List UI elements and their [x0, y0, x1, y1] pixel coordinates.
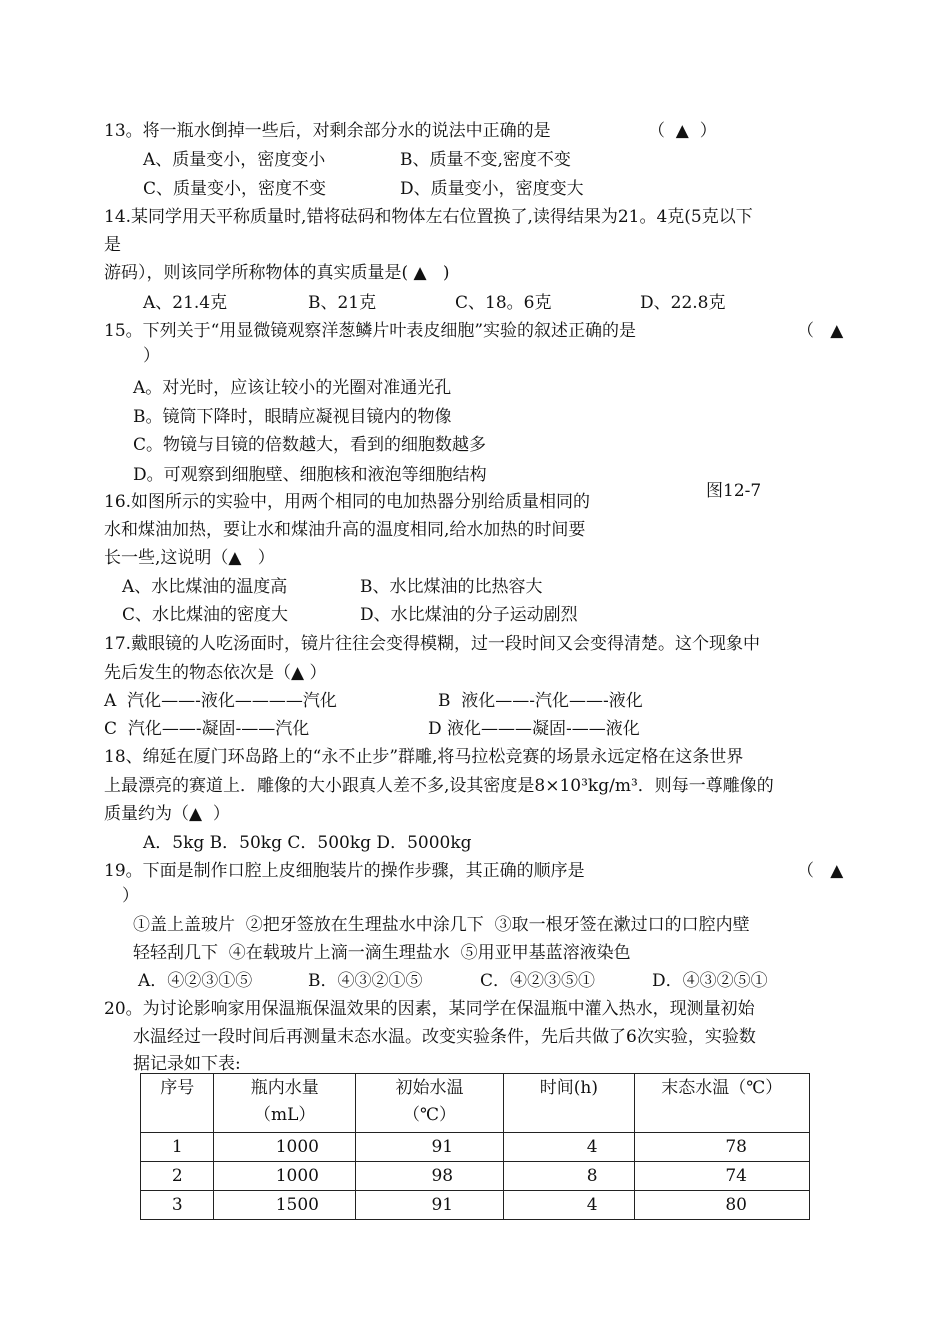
q19-option-c: C．④②③⑤① [480, 971, 596, 991]
table-cell: 1 [141, 1133, 214, 1162]
q17-option-a: A 汽化——-液化————汽化 [104, 691, 337, 711]
q17-line1: 17.戴眼镜的人吃汤面时，镜片往往会变得模糊，过一段时间又会变得清楚。这个现象中 [104, 634, 761, 654]
q19-option-b: B．④③②①⑤ [308, 971, 423, 991]
table-row [141, 1133, 810, 1162]
table-header-cell: 末态水温（℃） [634, 1074, 809, 1133]
table-cell: 2 [141, 1162, 214, 1191]
q13-option-b: B、质量不变,密度不变 [400, 150, 571, 170]
q13-option-c: C、质量变小，密度不变 [143, 179, 327, 199]
q16-option-c: C、水比煤油的密度大 [122, 605, 289, 625]
q18-line2: 上最漂亮的赛道上．雕像的大小跟真人差不多,设其密度是8×10³kg/m³．则每一尊雕像的 [104, 776, 774, 796]
q16-line2: 水和煤油加热，要让水和煤油升高的温度相同,给水加热的时间要 [104, 520, 586, 540]
q19-option-d: D．④③②⑤① [652, 971, 768, 991]
q15-option-d: D。可观察到细胞壁、细胞核和液泡等细胞结构 [133, 465, 487, 485]
table-header-cell: 初始水温 （℃） [355, 1074, 503, 1133]
q19-stem: 19。下面是制作口腔上皮细胞装片的操作步骤，其正确的顺序是 [104, 861, 585, 881]
q14-option-c: C、18。6克 [455, 293, 552, 313]
q16-option-a: A、水比煤油的温度高 [122, 577, 288, 597]
q16-line1: 16.如图所示的实验中，用两个相同的电加热器分别给质量相同的 [104, 492, 591, 512]
table-cell: 91 [355, 1133, 503, 1162]
table-cell: 1000 [214, 1133, 356, 1162]
q15-answer-mark-open: （ ▲ [797, 321, 844, 341]
q14-option-a: A、21.4克 [143, 293, 228, 313]
q15-stem: 15。下列关于“用显微镜观察洋葱鳞片叶表皮细胞”实验的叙述正确的是 [104, 321, 637, 341]
table-row [141, 1191, 810, 1220]
q16-line3: 长一些,这说明（▲ ） [104, 548, 275, 568]
q19-steps-line1: ①盖上盖玻片 ②把牙签放在生理盐水中涂几下 ③取一根牙签在漱过口的口腔内壁 [133, 915, 750, 935]
q17-option-c: C 汽化——-凝固-——汽化 [104, 719, 310, 739]
q13-answer-mark: （ ▲ ） [648, 121, 717, 141]
q16-option-b: B、水比煤油的比热容大 [360, 577, 543, 597]
q13-stem: 13。将一瓶水倒掉一些后，对剩余部分水的说法中正确的是 [104, 121, 551, 141]
figure-label: 图12-7 [706, 481, 762, 501]
q16-option-d: D、水比煤油的分子运动剧烈 [360, 605, 578, 625]
table-cell: 1500 [214, 1191, 356, 1220]
q15-option-c: C。物镜与目镜的倍数越大，看到的细胞数越多 [133, 435, 487, 455]
data-table [140, 1073, 810, 1220]
table-header-cell: 时间(h) [504, 1074, 634, 1133]
q14-line2: 是 [104, 235, 121, 255]
table-cell: 78 [634, 1133, 809, 1162]
q18-line1: 18、绵延在厦门环岛路上的“永不止步”群雕,将马拉松竞赛的场景永远定格在这条世界 [104, 747, 744, 767]
table-cell: 4 [504, 1133, 634, 1162]
q14-line3: 游码），则该同学所称物体的真实质量是( ▲ ) [104, 263, 450, 283]
q15-option-a: A。对光时，应该让较小的光圈对准通光孔 [133, 378, 452, 398]
table-cell: 4 [504, 1191, 634, 1220]
q19-option-a: A．④②③①⑤ [138, 971, 253, 991]
q14-option-d: D、22.8克 [640, 293, 726, 313]
q20-line2: 水温经过一段时间后再测量末态水温。改变实验条件，先后共做了6次实验，实验数 [133, 1027, 756, 1047]
table-cell: 1000 [214, 1162, 356, 1191]
table-header-row [141, 1074, 810, 1133]
q19-answer-mark-open: （ ▲ [797, 861, 844, 881]
table-cell: 3 [141, 1191, 214, 1220]
q20-line3: 据记录如下表: [133, 1054, 241, 1074]
q18-line3: 质量约为（▲ ） [104, 804, 230, 824]
table-cell: 80 [634, 1191, 809, 1220]
q19-steps-line2: 轻轻刮几下 ④在载玻片上滴一滴生理盐水 ⑤用亚甲基蓝溶液染色 [133, 943, 631, 963]
table-cell: 8 [504, 1162, 634, 1191]
table-row [141, 1162, 810, 1191]
q15-answer-mark-close: ） [143, 346, 160, 366]
q17-option-d: D 液化———凝固-——液化 [428, 719, 640, 739]
q17-line2: 先后发生的物态依次是（▲ ） [104, 663, 327, 683]
q15-option-b: B。镜筒下降时，眼睛应凝视目镜内的物像 [133, 407, 452, 427]
table-header-cell: 序号 [141, 1074, 214, 1133]
table-cell: 74 [634, 1162, 809, 1191]
q19-answer-mark-close: ） [122, 886, 139, 906]
q13-option-d: D、质量变小，密度变大 [400, 179, 584, 199]
table-cell: 91 [355, 1191, 503, 1220]
table-header-cell: 瓶内水量 （mL） [214, 1074, 356, 1133]
q14-option-b: B、21克 [308, 293, 377, 313]
q17-option-b: B 液化——-汽化——-液化 [438, 691, 643, 711]
q13-option-a: A、质量变小，密度变小 [143, 150, 326, 170]
q20-line1: 20。为讨论影响家用保温瓶保温效果的因素，某同学在保温瓶中灌入热水，现测量初始 [104, 999, 755, 1019]
q14-line1: 14.某同学用天平称质量时,错将砝码和物体左右位置换了,读得结果为21。4克(5克以下 [104, 207, 753, 227]
q18-options: A．5kg B．50kg C．500kg D．5000kg [143, 833, 472, 853]
table-cell: 98 [355, 1162, 503, 1191]
